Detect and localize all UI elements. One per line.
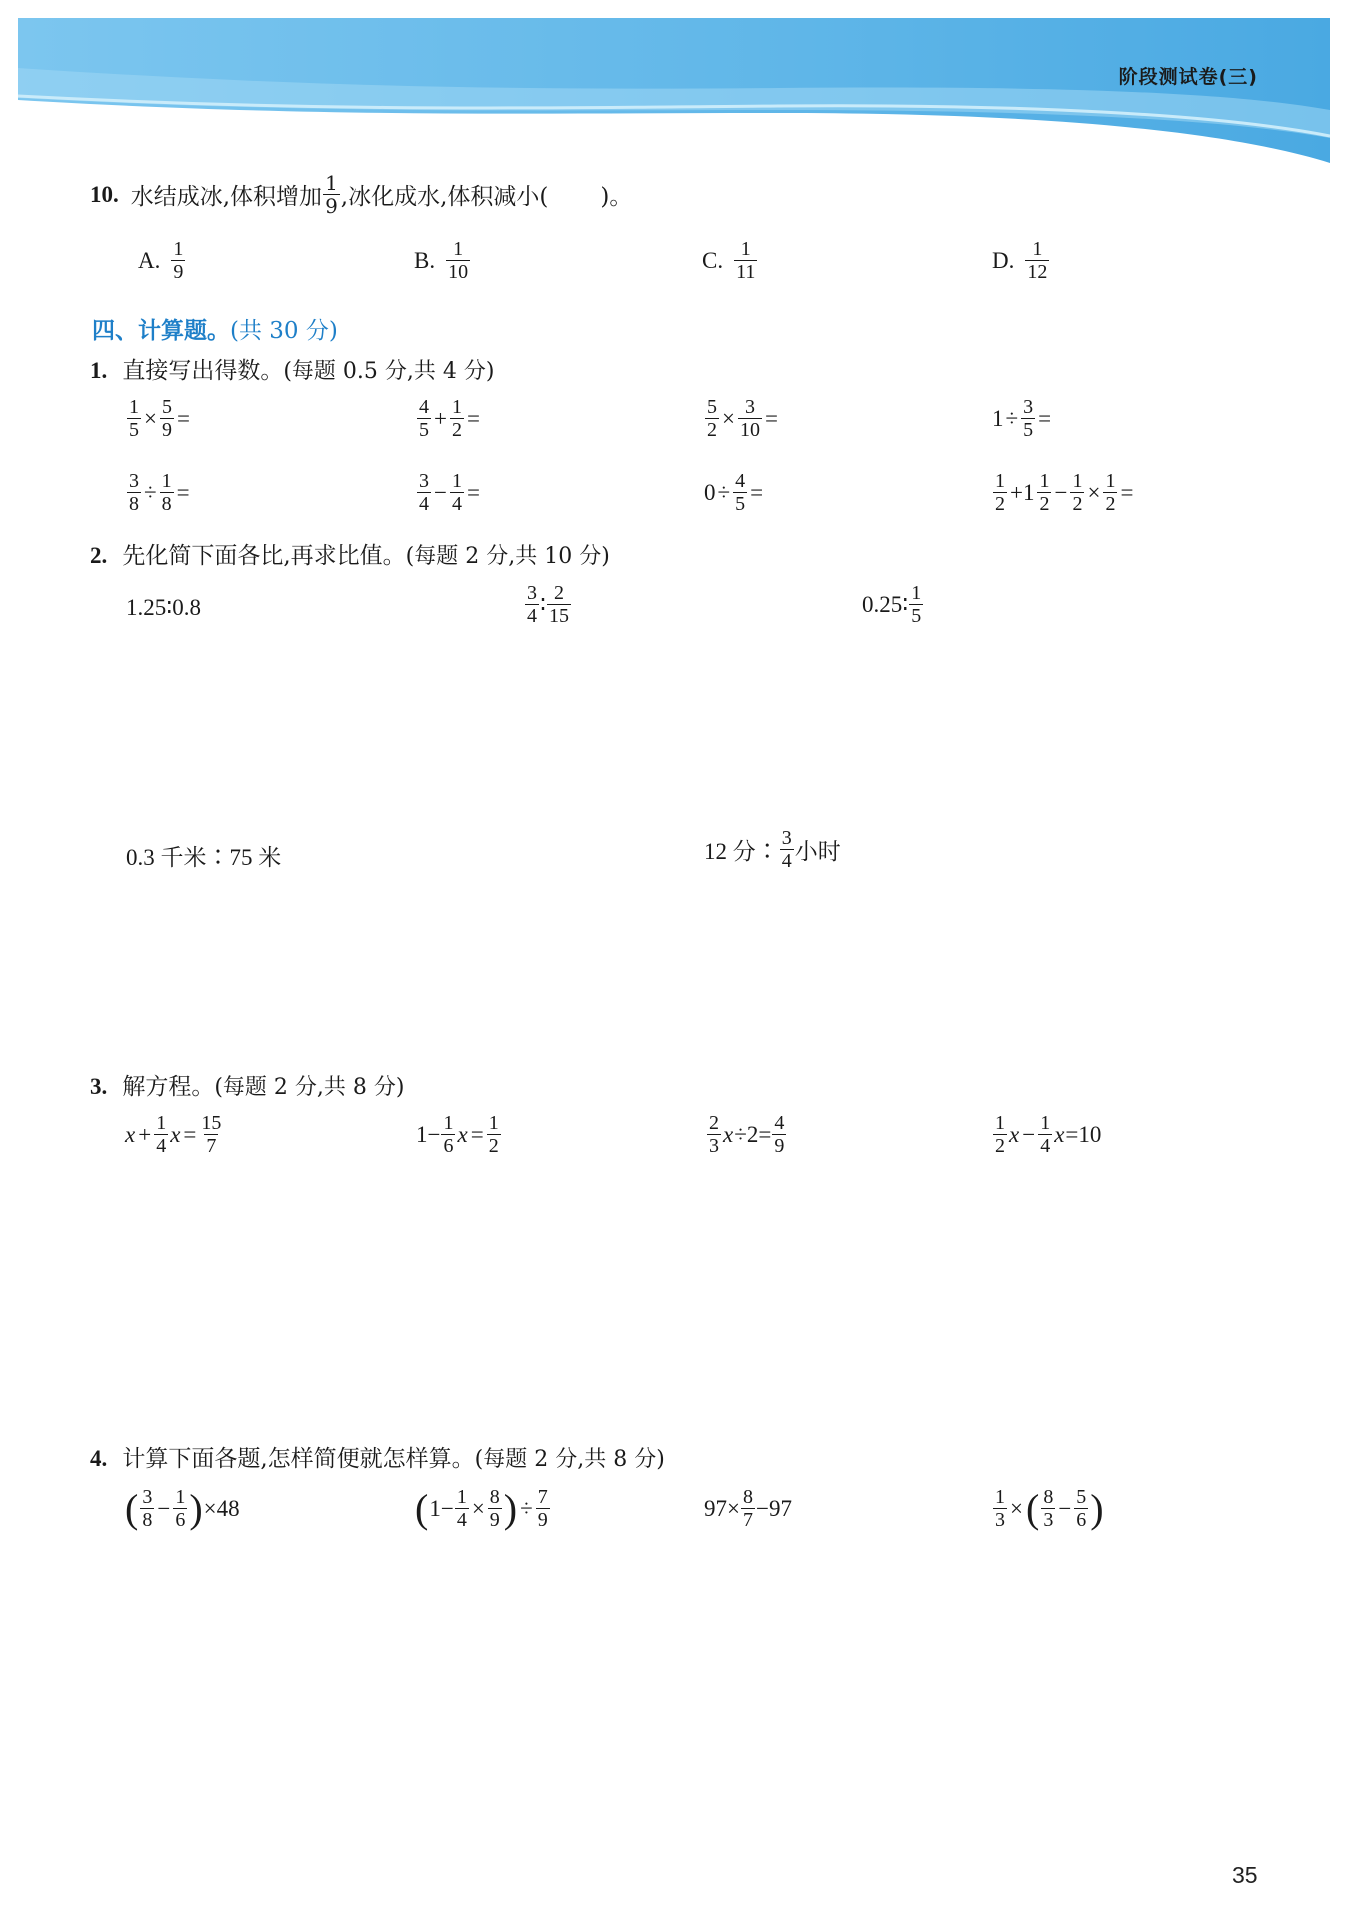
operator: − — [1054, 479, 1068, 505]
numerator: 3 — [142, 1486, 153, 1508]
fraction — [993, 1486, 1007, 1531]
fraction — [1021, 396, 1035, 441]
operator: = — [176, 479, 190, 505]
fraction — [547, 582, 571, 627]
section-points: (共 30 分) — [230, 318, 338, 344]
equation-2 — [416, 1112, 502, 1157]
fraction — [154, 1112, 168, 1157]
question-text: 水结成冰,体积增加 — [130, 184, 323, 210]
option-label: D. — [992, 247, 1015, 273]
part-number: 2. — [90, 543, 108, 568]
fraction — [780, 827, 794, 872]
fraction — [417, 396, 431, 441]
part-number: 3. — [90, 1074, 108, 1099]
denominator: 4 — [419, 493, 429, 515]
operator: ÷ — [520, 1495, 533, 1521]
calculation-1 — [124, 1486, 240, 1531]
numerator: 3 — [129, 470, 139, 492]
denominator: 2 — [995, 1135, 1005, 1157]
numerator: 1 — [1072, 470, 1083, 492]
part-title: 先化简下面各比,再求比值。 — [122, 543, 406, 569]
expression-7 — [704, 470, 765, 515]
fraction — [455, 1486, 469, 1531]
denominator: 9 — [537, 1509, 548, 1531]
math-text: 1− — [429, 1495, 454, 1521]
fraction — [1074, 1486, 1088, 1531]
denominator: 4 — [527, 605, 537, 627]
option-c[interactable] — [702, 238, 758, 283]
expression-8 — [992, 470, 1135, 515]
denominator: 11 — [736, 261, 756, 283]
numerator: 15 — [201, 1112, 222, 1134]
denominator: 3 — [995, 1509, 1005, 1531]
math-text: 12 分∶ — [704, 839, 779, 864]
numerator: 5 — [1076, 1486, 1087, 1508]
denominator: 6 — [443, 1135, 454, 1157]
ratio-2 — [524, 582, 572, 627]
numerator: 1 — [443, 1112, 454, 1134]
denominator: 2 — [995, 493, 1005, 515]
math-text: 97× — [704, 1495, 740, 1521]
numerator: 5 — [707, 396, 717, 418]
fraction — [140, 1486, 154, 1531]
operator: ÷ — [144, 479, 157, 505]
math-text: 1.25∶0.8 — [126, 595, 201, 620]
fraction — [1070, 470, 1084, 515]
part-4-heading — [90, 1440, 665, 1473]
numerator: 1 — [453, 238, 464, 260]
denominator: 8 — [142, 1509, 153, 1531]
part-1-heading — [90, 352, 494, 385]
equation-4 — [992, 1112, 1101, 1157]
fraction — [734, 238, 757, 283]
variable: x — [125, 1121, 136, 1147]
calculation-2 — [414, 1486, 551, 1531]
fraction — [450, 396, 464, 441]
fraction — [441, 1112, 455, 1157]
denominator: 2 — [707, 419, 717, 441]
fraction — [705, 396, 719, 441]
parenthesis: ) — [1090, 1485, 1104, 1531]
operator: × — [144, 405, 157, 431]
option-label: B. — [414, 247, 436, 273]
option-a[interactable] — [138, 238, 186, 283]
option-d[interactable] — [992, 238, 1050, 283]
fraction — [171, 238, 185, 283]
part-note: (每题 2 分,共 10 分) — [405, 544, 610, 569]
numerator: 1 — [911, 582, 922, 604]
numerator: 1 — [995, 1486, 1005, 1508]
numerator: 1 — [156, 1112, 167, 1134]
operator: = — [750, 479, 764, 505]
numerator: 1 — [1032, 238, 1043, 260]
numerator: 1 — [451, 470, 462, 492]
math-text: 0 — [704, 479, 716, 505]
part-number: 1. — [90, 358, 108, 383]
equation-3 — [706, 1112, 787, 1157]
part-title: 直接写出得数。 — [122, 358, 284, 384]
part-2-heading — [90, 537, 610, 570]
denominator: 8 — [129, 493, 139, 515]
denominator: 9 — [774, 1135, 785, 1157]
denominator: 9 — [325, 194, 338, 218]
denominator: 4 — [1040, 1135, 1051, 1157]
numerator: 1 — [175, 1486, 186, 1508]
header-title: 阶段测试卷(三) — [1118, 66, 1258, 88]
denominator: 5 — [735, 493, 746, 515]
numerator: 2 — [709, 1112, 719, 1134]
numerator: 1 — [161, 470, 172, 492]
numerator: 1 — [1039, 470, 1050, 492]
denominator: 9 — [173, 261, 184, 283]
denominator: 3 — [1043, 1509, 1054, 1531]
fraction — [772, 1112, 786, 1157]
denominator: 6 — [175, 1509, 186, 1531]
numerator: 8 — [742, 1486, 753, 1508]
part-number: 4. — [90, 1446, 108, 1471]
operator: ÷ — [1005, 405, 1019, 431]
denominator: 15 — [549, 605, 569, 627]
numerator: 8 — [489, 1486, 500, 1508]
numerator: 4 — [735, 470, 746, 492]
denominator: 9 — [161, 419, 172, 441]
numerator: 7 — [537, 1486, 548, 1508]
numerator: 1 — [1105, 470, 1116, 492]
denominator: 5 — [1023, 419, 1034, 441]
operator: = — [764, 405, 778, 431]
numerator: 2 — [554, 582, 564, 604]
denominator: 5 — [419, 419, 429, 441]
variable: x — [1009, 1121, 1020, 1147]
denominator: 2 — [488, 1135, 499, 1157]
option-label: A. — [138, 247, 161, 273]
operator: = — [1038, 405, 1052, 431]
section-title — [92, 312, 338, 345]
calculation-3 — [704, 1486, 792, 1531]
ratio-3 — [862, 582, 924, 627]
math-text: ÷2= — [734, 1121, 772, 1147]
operator: − — [1022, 1121, 1036, 1147]
denominator: 4 — [781, 850, 792, 872]
operator: − — [434, 479, 447, 505]
part-3-heading — [90, 1068, 404, 1101]
denominator: 4 — [456, 1509, 467, 1531]
question-number: 10. — [90, 181, 119, 207]
math-text: 1 — [992, 405, 1004, 431]
numerator: 1 — [173, 238, 184, 260]
numerator: 4 — [419, 396, 429, 418]
fraction — [525, 582, 539, 627]
denominator: 3 — [709, 1135, 719, 1157]
numerator: 1 — [995, 470, 1005, 492]
operator: +1 — [1010, 479, 1035, 505]
fraction — [733, 470, 747, 515]
fraction — [199, 1112, 223, 1157]
operator: = — [1120, 479, 1134, 505]
numerator: 4 — [774, 1112, 785, 1134]
denominator: 7 — [206, 1135, 217, 1157]
expression-3 — [704, 396, 780, 441]
question-10 — [90, 172, 632, 217]
operator: = — [466, 479, 480, 505]
parenthesis: ) — [189, 1485, 203, 1531]
math-text: ×48 — [203, 1495, 240, 1521]
denominator: 8 — [161, 493, 172, 515]
option-label: C. — [702, 247, 724, 273]
variable: x — [1054, 1121, 1065, 1147]
denominator: 2 — [1039, 493, 1050, 515]
numerator: 3 — [781, 827, 792, 849]
part-title: 解方程。 — [122, 1074, 215, 1100]
operator: − — [157, 1495, 171, 1521]
numerator: 3 — [744, 396, 755, 418]
denominator: 5 — [129, 419, 139, 441]
denominator: 9 — [489, 1509, 500, 1531]
question-text: )。 — [600, 184, 633, 210]
denominator: 4 — [451, 493, 462, 515]
part-title: 计算下面各题,怎样简便就怎样算。 — [122, 1446, 475, 1472]
operator: = — [183, 1121, 197, 1147]
fraction — [993, 1112, 1007, 1157]
fraction — [993, 470, 1007, 515]
parenthesis: ) — [503, 1485, 518, 1531]
expression-5 — [126, 470, 192, 515]
denominator: 5 — [911, 605, 922, 627]
fraction — [1025, 238, 1049, 283]
operator: × — [722, 405, 735, 431]
operator: + — [138, 1121, 152, 1147]
section-title-text: 四、计算题。 — [92, 318, 230, 344]
header-banner — [18, 18, 1330, 163]
fraction — [738, 396, 762, 441]
ratio-5 — [704, 827, 841, 872]
numerator: 3 — [419, 470, 429, 492]
expression-2 — [416, 396, 482, 441]
fraction — [1041, 1486, 1055, 1531]
operator: = — [466, 405, 480, 431]
fraction — [741, 1486, 755, 1531]
operator: ÷ — [717, 479, 731, 505]
operator: × — [471, 1495, 485, 1521]
math-text: 小时 — [794, 839, 841, 864]
denominator: 6 — [1076, 1509, 1087, 1531]
numerator: 1 — [456, 1486, 467, 1508]
fraction — [446, 238, 470, 283]
fraction — [173, 1486, 187, 1531]
numerator: 3 — [1023, 396, 1034, 418]
operator: × — [1010, 1495, 1023, 1521]
option-b[interactable] — [414, 238, 471, 283]
numerator: 1 — [488, 1112, 499, 1134]
denominator: 10 — [739, 419, 760, 441]
parenthesis: ( — [1025, 1485, 1040, 1531]
denominator: 2 — [1072, 493, 1083, 515]
fraction — [323, 172, 340, 217]
fraction — [1037, 470, 1051, 515]
fraction — [160, 470, 174, 515]
question-text: ,冰化成水,体积减小( — [340, 184, 549, 210]
parenthesis: ( — [415, 1485, 429, 1531]
numerator: 1 — [451, 396, 462, 418]
fraction — [536, 1486, 550, 1531]
numerator: 1 — [995, 1112, 1005, 1134]
math-text: ∶ — [540, 591, 546, 617]
ratio-1 — [126, 595, 201, 621]
fraction — [127, 470, 141, 515]
fraction — [488, 1486, 502, 1531]
operator: = — [470, 1121, 484, 1147]
math-text: −97 — [755, 1495, 792, 1521]
page-number: 35 — [1232, 1862, 1258, 1888]
numerator: 3 — [527, 582, 537, 604]
fraction — [909, 582, 923, 627]
expression-1 — [126, 396, 192, 441]
denominator: 10 — [448, 261, 469, 283]
part-note: (每题 2 分,共 8 分) — [214, 1075, 405, 1100]
fraction — [450, 470, 464, 515]
numerator: 1 — [740, 238, 751, 260]
fraction — [487, 1112, 501, 1157]
math-text: =10 — [1065, 1121, 1102, 1147]
fraction — [1103, 470, 1117, 515]
numerator: 1 — [1040, 1112, 1051, 1134]
fraction — [1038, 1112, 1052, 1157]
expression-6 — [416, 470, 482, 515]
variable: x — [723, 1121, 734, 1147]
denominator: 7 — [742, 1509, 753, 1531]
part-note: (每题 0.5 分,共 4 分) — [283, 359, 495, 384]
numerator: 1 — [129, 396, 139, 418]
operator: − — [1058, 1495, 1072, 1521]
operator: × — [1087, 479, 1101, 505]
numerator: 8 — [1043, 1486, 1054, 1508]
fraction — [707, 1112, 721, 1157]
fraction — [417, 470, 431, 515]
ratio-4 — [126, 839, 281, 872]
denominator: 12 — [1027, 261, 1048, 283]
math-text: 1− — [416, 1121, 441, 1147]
variable: x — [457, 1121, 468, 1147]
math-text: 0.25∶ — [862, 591, 909, 617]
operator: = — [176, 405, 190, 431]
denominator: 2 — [451, 419, 462, 441]
fraction — [127, 396, 141, 441]
variable: x — [170, 1121, 181, 1147]
banner-wave-graphic — [18, 18, 1330, 163]
numerator: 1 — [325, 171, 338, 195]
parenthesis: ( — [125, 1485, 139, 1531]
part-note: (每题 2 分,共 8 分) — [474, 1447, 665, 1472]
denominator: 4 — [156, 1135, 167, 1157]
math-text: 0.3 千米∶75 米 — [126, 845, 282, 870]
operator: + — [434, 405, 447, 431]
expression-4 — [992, 396, 1053, 441]
fraction — [160, 396, 174, 441]
calculation-4 — [992, 1486, 1105, 1531]
equation-1 — [124, 1112, 224, 1157]
numerator: 5 — [161, 396, 172, 418]
denominator: 2 — [1105, 493, 1116, 515]
